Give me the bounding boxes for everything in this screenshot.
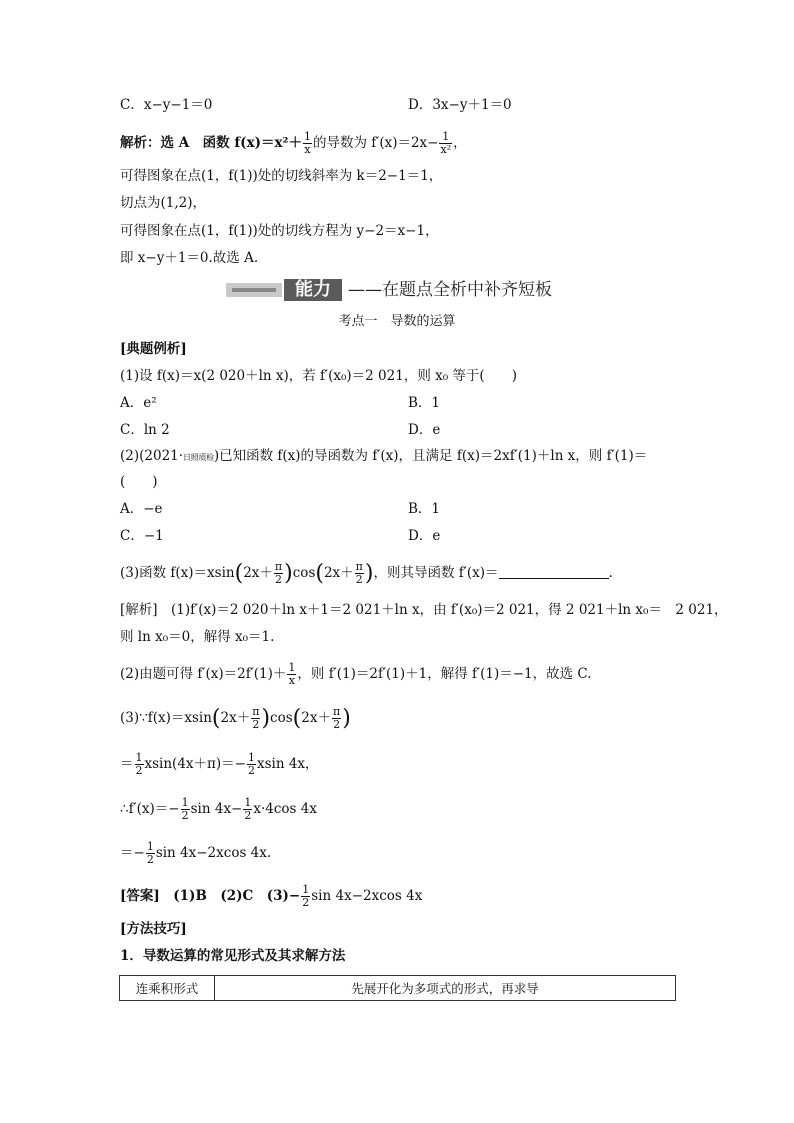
analysis-text: (2)由题可得 f′(x)＝2f′(1)＋ (120, 666, 287, 682)
solution-line-2: 可得图象在点(1，f(1))处的切线斜率为 k＝2−1＝1， (120, 168, 443, 184)
q2-option-b: B．1 (408, 501, 441, 517)
frac-den: x (288, 674, 296, 687)
fraction (251, 706, 260, 731)
analysis-text: cos (270, 710, 293, 726)
paren-open: ( (292, 706, 302, 731)
solution-text: ， (453, 135, 467, 151)
frac-den: 2 (302, 896, 310, 909)
frac-den: 2 (146, 853, 154, 866)
arg: 2x＋ (220, 710, 251, 726)
paren-close: ) (284, 561, 293, 586)
q3-stem-start: (3)函数 f(x)＝xsin (120, 565, 235, 581)
q2-stem-body: )已知函数 f(x)的导函数为 f′(x)，且满足 f(x)＝2xf′(1)＋ln x，则 f′(1)＝ (213, 448, 648, 464)
paren-open: ( (211, 706, 221, 731)
frac-num: 1 (247, 751, 255, 764)
frac-num: π (274, 560, 283, 573)
q1-option-d: D．e (408, 422, 441, 438)
fraction (439, 131, 452, 156)
frac-num: π (332, 705, 341, 718)
analysis-text: sin 4x−2xcos 4x. (155, 845, 272, 861)
solution-line-3: 切点为(1,2)， (120, 195, 207, 211)
option-c: C．x−y−1＝0 (120, 97, 213, 113)
solution-text: 解析：选 A 函数 f(x)＝x²＋ (120, 135, 302, 151)
paren-open: ( (234, 561, 244, 586)
analysis-line-7 (120, 841, 271, 866)
table-cell-method: 先展开化为多项式的形式，再求导 (215, 976, 676, 1001)
paren-close: ) (261, 706, 271, 731)
analysis-line-1: [解析] (1)f′(x)＝2 020＋ln x＋1＝2 021＋ln x，由 f′(x₀)＝2 021，得 2 021＋ln x₀＝ 2 021， (120, 602, 728, 618)
arg: 2x＋ (301, 710, 331, 726)
option-d: D．3x−y＋1＝0 (408, 97, 512, 113)
frac-num: 1 (244, 796, 252, 809)
fraction (247, 752, 256, 777)
fraction (243, 797, 252, 822)
analysis-text: ，则 f′(1)＝2f′(1)＋1，解得 f′(1)＝−1，故选 C. (297, 666, 592, 682)
banner-decoration (226, 283, 282, 297)
q3-stem (120, 561, 613, 586)
q3-cos: cos (292, 565, 316, 581)
banner-subtitle: ——在题点全析中补齐短板 (348, 280, 552, 300)
frac-den: 2 (333, 718, 341, 731)
q3-stem-end: . (608, 565, 613, 581)
analysis-line-5 (120, 752, 319, 777)
paren-close: ) (364, 561, 374, 586)
method-heading: [方法技巧] (120, 921, 187, 937)
q3-stem-body: ，则其导函数 f′(x)＝ (373, 565, 499, 581)
analysis-text: ∴f′(x)＝− (120, 801, 180, 817)
fraction (274, 561, 283, 586)
frac-den: 2 (355, 573, 363, 586)
q1-option-b: B．1 (408, 395, 441, 411)
answer-text: [答案] (1)B (2)C (3)− (120, 888, 301, 904)
frac-num: 1 (146, 840, 154, 853)
paren-close: ) (342, 706, 351, 731)
analysis-text: ＝− (120, 845, 145, 861)
frac-den: 2 (244, 809, 252, 822)
table-row (120, 976, 676, 1001)
answer-blank[interactable] (499, 565, 609, 579)
banner-label: 能力 (284, 279, 342, 301)
answer-line (120, 884, 422, 909)
q1-option-a: A．e² (120, 395, 157, 411)
paren-open: ( (315, 561, 324, 586)
analysis-text: ＝ (120, 756, 134, 772)
analysis-line-3 (120, 662, 592, 687)
frac-num: 1 (439, 131, 452, 144)
fraction (332, 706, 341, 731)
fraction (135, 752, 144, 777)
solution-line-4: 可得图象在点(1，f(1))处的切线方程为 y−2＝x−1， (120, 223, 439, 239)
method-item-1: 1．导数运算的常见形式及其求解方法 (120, 948, 346, 964)
q2-option-d: D．e (408, 528, 441, 544)
frac-den: 2 (247, 764, 255, 777)
fraction (355, 561, 364, 586)
solution-text: 的导数为 f′(x)＝2x− (312, 135, 439, 151)
fraction (146, 841, 155, 866)
solution-line-5: 即 x−y＋1＝0.故选 A. (120, 250, 259, 266)
frac-den: 2 (135, 764, 143, 777)
fraction (181, 797, 190, 822)
analysis-text: xsin(4x＋π)＝− (144, 756, 246, 772)
analysis-text: (3)∵f(x)＝xsin (120, 710, 212, 726)
frac-num: π (252, 705, 260, 718)
analysis-line-2: 则 ln x₀＝0，解得 x₀＝1. (120, 629, 275, 645)
frac-den: 2 (275, 573, 283, 586)
q3-arg: 2x＋ (243, 565, 273, 581)
answer-text: sin 4x−2xcos 4x (311, 888, 423, 904)
frac-den: 2 (181, 809, 189, 822)
q3-arg: 2x＋ (323, 565, 354, 581)
section-title: 考点一 导数的运算 (338, 314, 456, 329)
q2-stem-paren: ( ) (120, 474, 158, 490)
analysis-line-6 (120, 797, 317, 822)
analysis-text: xsin 4x， (256, 756, 319, 772)
frac-num: π (355, 560, 363, 573)
frac-num: 1 (303, 130, 311, 143)
q2-source: 日照质检 (183, 453, 214, 462)
solution-line-1 (120, 131, 467, 156)
q2-option-c: C．−1 (120, 528, 164, 544)
analysis-line-4 (120, 706, 351, 731)
example-heading: [典题例析] (120, 341, 187, 357)
fraction (303, 131, 312, 156)
frac-den: x (304, 143, 311, 156)
q1-stem: (1)设 f(x)＝x(2 020＋ln x)，若 f′(x₀)＝2 021，则 x₀ 等于( ) (120, 368, 517, 384)
frac-den: 2 (252, 718, 260, 731)
frac-num: 1 (181, 796, 189, 809)
q2-stem-start: (2)(2021· (120, 448, 184, 464)
method-table (119, 975, 676, 1001)
table-cell-form: 连乘积形式 (120, 976, 215, 1001)
analysis-text: sin 4x− (190, 801, 243, 817)
fraction (287, 662, 296, 687)
fraction (301, 884, 310, 909)
q2-option-a: A．−e (120, 501, 163, 517)
analysis-text: x·4cos 4x (253, 801, 317, 817)
frac-num: 1 (135, 751, 143, 764)
q2-stem (120, 446, 647, 468)
q1-option-c: C．ln 2 (120, 422, 170, 438)
frac-den: x² (440, 143, 452, 156)
frac-num: 1 (302, 883, 310, 896)
frac-num: 1 (288, 661, 296, 674)
